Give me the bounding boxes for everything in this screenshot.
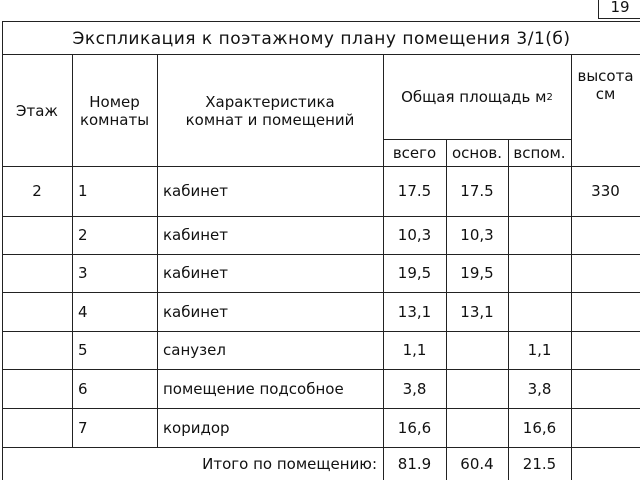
row-area-main: 10,3 [460, 226, 494, 244]
row-area-aux: 16,6 [522, 418, 557, 437]
row-area-aux: 1,1 [527, 341, 552, 359]
header-aux: вспом. [513, 143, 566, 162]
row-area-main: 19,5 [460, 264, 494, 282]
row-area-aux [508, 216, 571, 254]
document-title: Экспликация к поэтажному плану помещения 3/1(б) [2, 21, 640, 55]
col-line [571, 55, 572, 480]
row-height: 330 [591, 182, 620, 200]
row-room-number: 7 [78, 418, 88, 437]
row-room-number: 5 [78, 341, 88, 359]
header-floor: Этаж [16, 101, 58, 120]
row-room-name: помещение подсобное [163, 379, 344, 398]
row-floor: 2 [32, 182, 42, 200]
summary-total: 81.9 [397, 454, 432, 473]
row-area-total: 19,5 [397, 264, 432, 282]
header-characteristic: Характеристика комнат и помещений [185, 92, 355, 129]
row-room-name: кабинет [163, 226, 229, 244]
row-room-number: 1 [78, 182, 88, 200]
header-area [383, 55, 571, 139]
row-area-aux [508, 166, 571, 216]
header-area-label: Общая площадь м [401, 88, 547, 106]
row-area-total: 13,1 [397, 302, 432, 321]
header-main: основ. [451, 143, 503, 162]
row-room-name: коридор [163, 418, 230, 437]
row-area-aux: 3,8 [527, 379, 552, 398]
header-room-number: Номер комнаты [79, 92, 150, 129]
row-area-total: 17.5 [397, 182, 432, 200]
row-area-main [446, 408, 508, 447]
summary-aux: 21.5 [522, 454, 557, 473]
row-room-name: кабинет [163, 182, 229, 200]
row-room-name: кабинет [163, 302, 229, 321]
row-area-main [446, 331, 508, 369]
summary-main: 60.4 [460, 454, 494, 473]
row-area-main: 17.5 [460, 182, 494, 200]
row-area-aux [508, 254, 571, 292]
row-area-main: 13,1 [460, 302, 494, 321]
row-area-total: 1,1 [402, 341, 427, 359]
header-total: всего [392, 143, 437, 162]
summary-label: Итого по помещению: [202, 454, 377, 473]
row-room-name: кабинет [163, 264, 229, 282]
header-height: высота см [577, 67, 634, 103]
row-room-number: 2 [78, 226, 88, 244]
row-area-total: 10,3 [397, 226, 432, 244]
row-area-total: 3,8 [402, 379, 427, 398]
row-area-total: 16,6 [397, 418, 432, 437]
page-number: 19 [598, 0, 640, 19]
row-area-aux [508, 292, 571, 331]
row-room-number: 3 [78, 264, 88, 282]
row-room-number: 4 [78, 302, 88, 321]
row-area-main [446, 369, 508, 408]
row-room-number: 6 [78, 379, 88, 398]
row-room-name: санузел [163, 341, 226, 359]
header-area-unit-sup: 2 [546, 91, 553, 103]
